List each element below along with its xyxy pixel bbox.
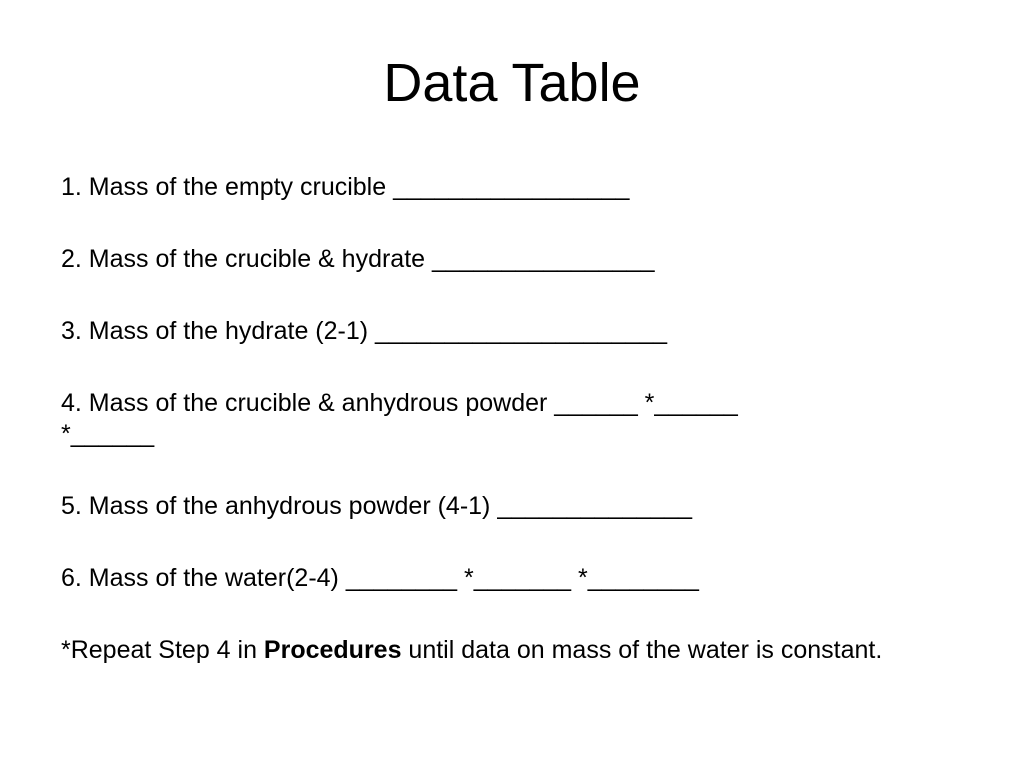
page-title: Data Table [383,53,641,113]
data-item-anhydrous-powder: 5. Mass of the anhydrous powder (4-1) ______________ [61,492,692,520]
note-text-after: until data on mass of the water is constant. [401,636,883,664]
data-item-water: 6. Mass of the water(2-4) ________ *_______ *________ [61,564,699,592]
repeat-note [61,635,961,666]
data-item-hydrate: 3. Mass of the hydrate (2-1) _____________________ [61,317,668,345]
note-procedures-bold: Procedures [263,636,402,664]
data-table-list [61,172,961,666]
data-item-crucible-anhydrous: 4. Mass of the crucible & anhydrous powder ______ *______ *______ [61,389,738,448]
data-item-crucible-hydrate: 2. Mass of the crucible & hydrate ________________ [61,245,655,273]
data-item-empty-crucible: 1. Mass of the empty crucible _________________ [61,173,630,201]
note-text-before: *Repeat Step 4 in [61,636,264,664]
